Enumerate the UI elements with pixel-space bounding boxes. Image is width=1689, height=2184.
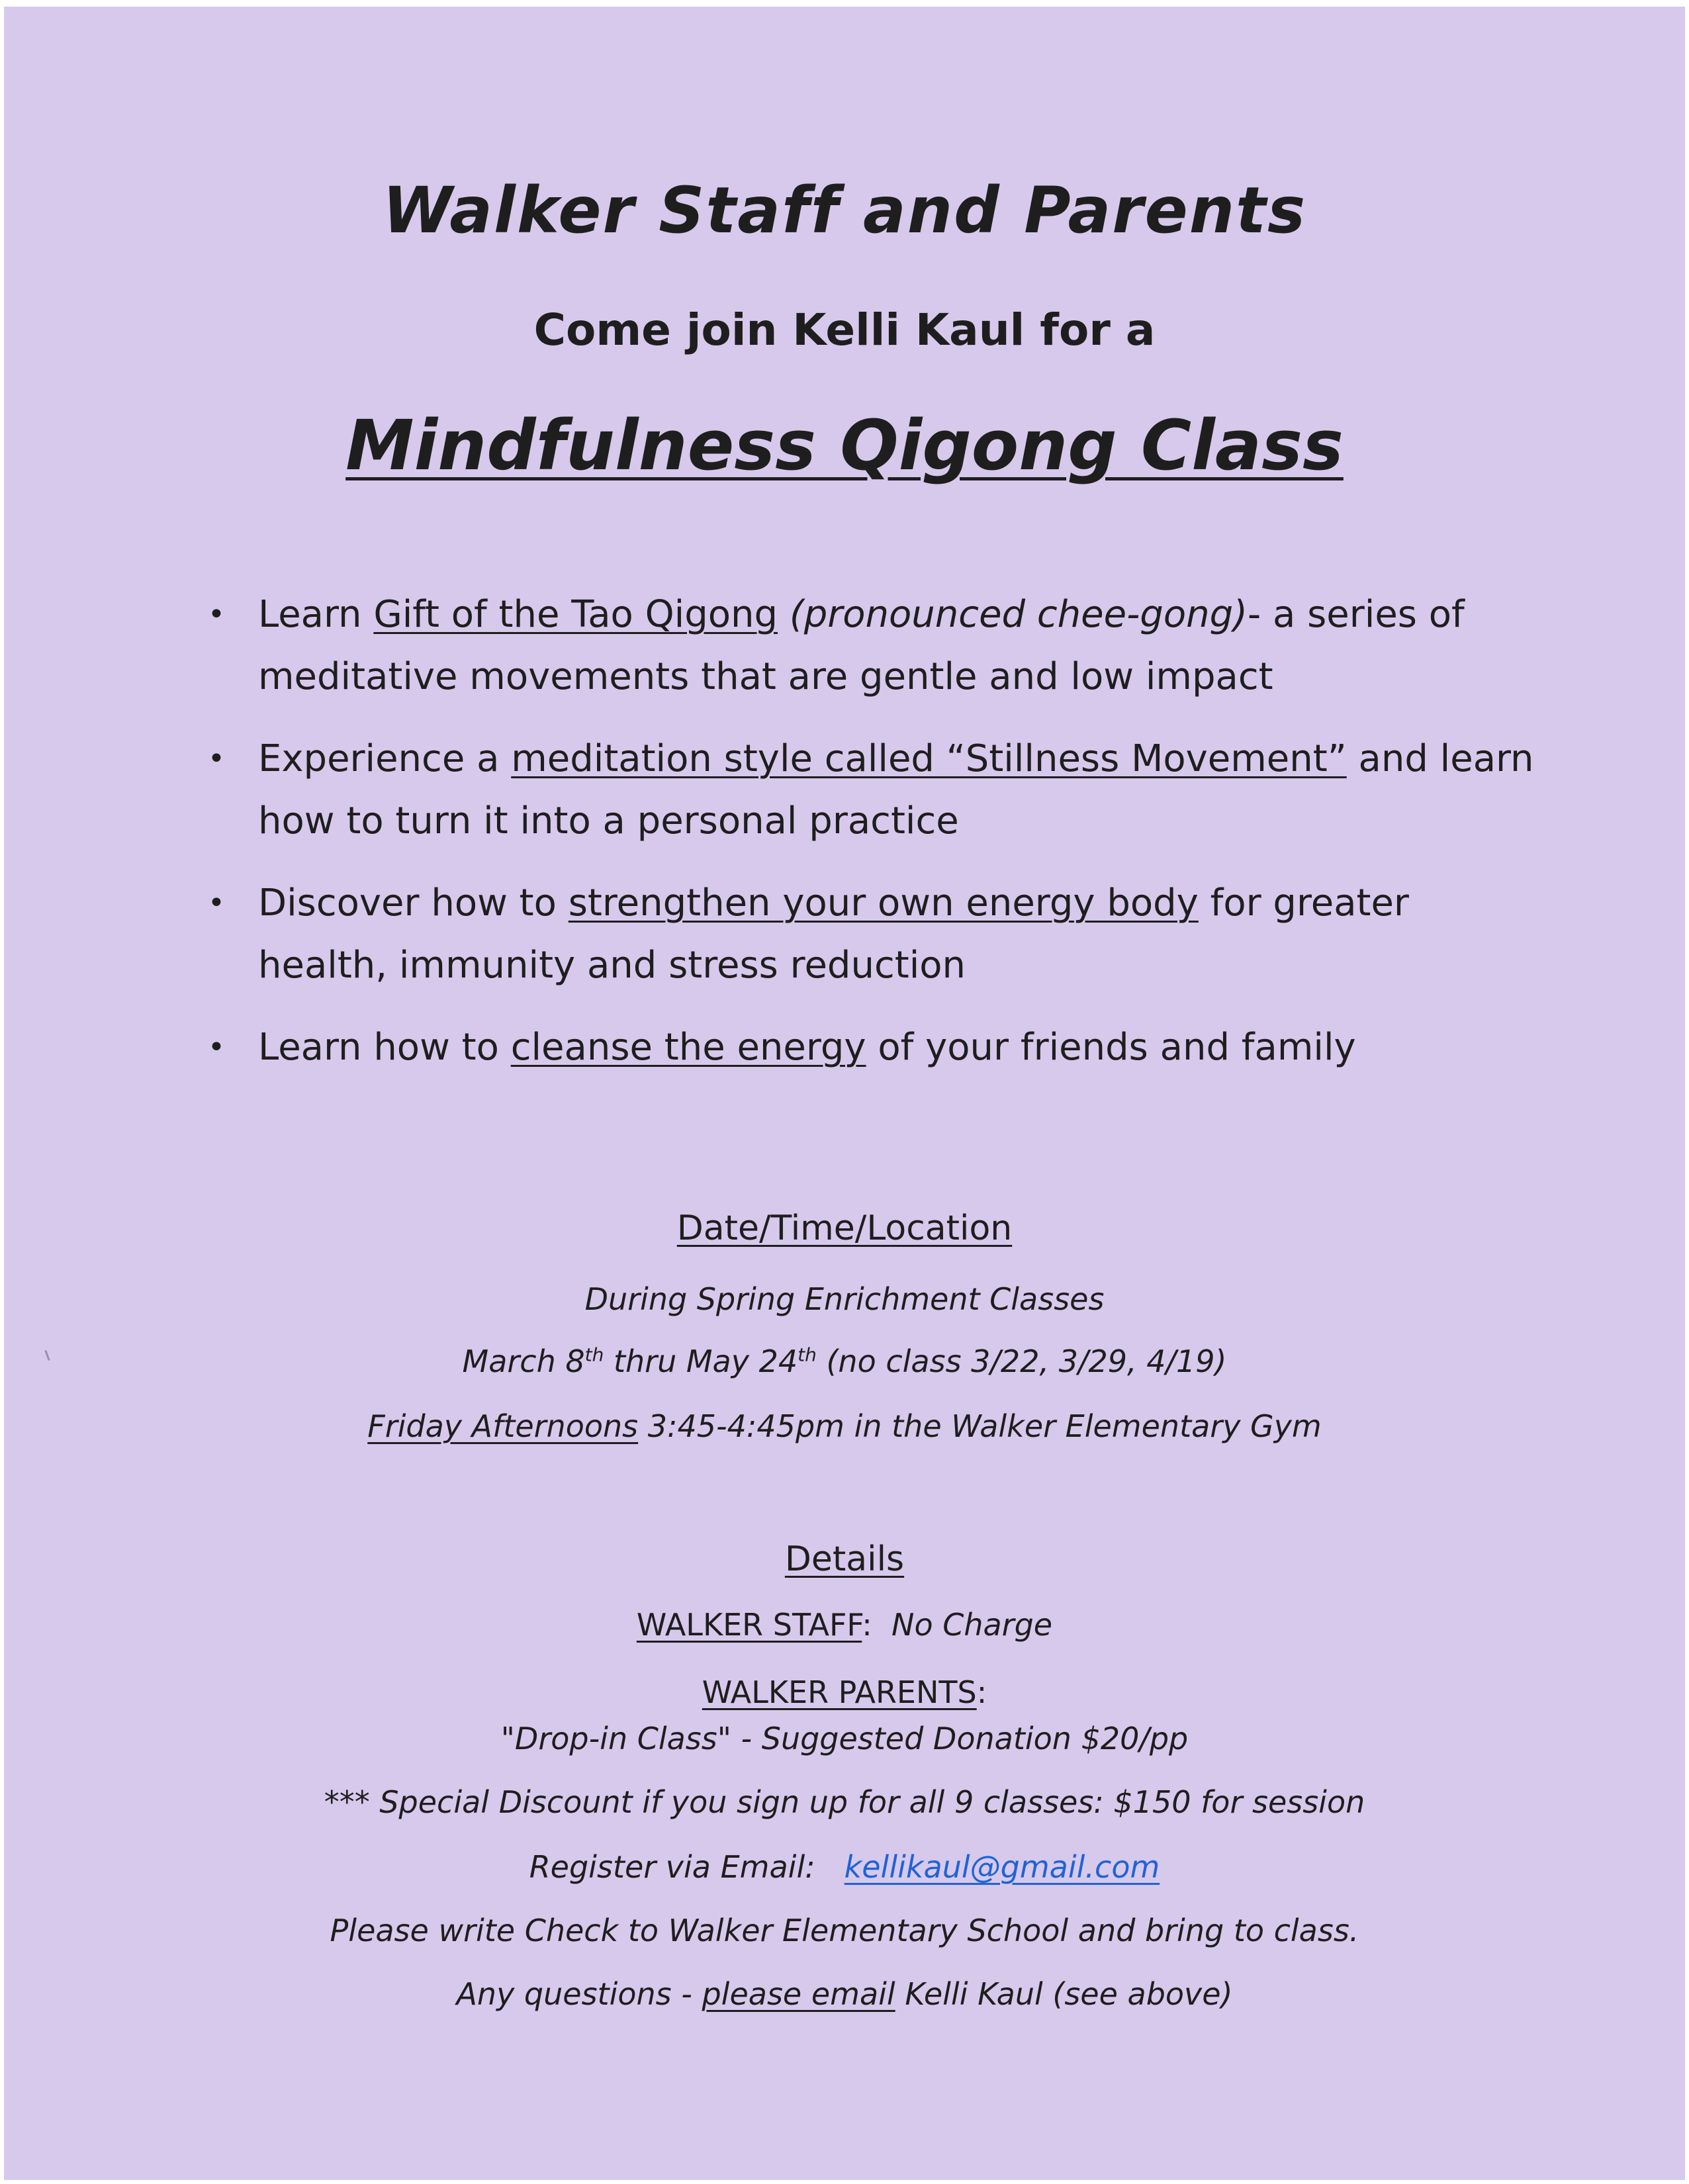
label-colon: : [862,1607,872,1643]
bullet-underlined-text: cleanse the energy [510,1026,866,1069]
bullet-underlined-text: strengthen your own energy body [568,882,1199,925]
list-item [208,1017,1535,1079]
bullet-text: Learn how to [258,1026,511,1069]
bullet-text: Experience a [258,737,512,780]
check-note: Please write Check to Walker Elementary School and bring to class. [330,1913,1359,1948]
list-item [208,584,1535,708]
parents-pricing-label [0,1674,1689,1710]
bullet-icon: • [208,1030,225,1064]
staff-price: No Charge [891,1607,1053,1643]
register-email-link[interactable]: kellikaul@gmail.com [844,1849,1160,1885]
spacer-text [778,593,790,636]
dropin-price: "Drop-in Class" - Suggested Donation $20/pp [500,1721,1189,1756]
class-day: Friday Afternoons [367,1408,639,1444]
questions-line [0,1976,1689,2012]
ordinal-suffix: th [798,1343,817,1366]
questions-text: Any questions - [456,1976,702,2012]
schedule-session: During Spring Enrichment Classes [584,1281,1105,1317]
pronunciation-note: (pronounced chee-gong) [789,593,1248,636]
bullet-text: and learn how to turn it into a personal practice [258,737,1534,842]
bullet-text: - a series of meditative movements that are gentle and low impact [258,593,1465,698]
questions-underlined: please email [702,1976,895,2012]
end-date: thru May 24 [604,1343,798,1379]
schedule-dates [0,1343,1689,1379]
session-discount: *** Special Discount if you sign up for all 9 classes: $150 for session [324,1784,1365,1820]
bullet-icon: • [208,886,225,920]
bullet-text: of your friends and family [866,1026,1356,1069]
staff-pricing [0,1607,1689,1643]
staff-label: WALKER STAFF [636,1607,862,1643]
list-item [208,728,1535,852]
questions-text: Kelli Kaul (see above) [895,1976,1233,2012]
flyer-subtitle: Come join Kelli Kaul for a [533,304,1156,355]
label-colon: : [976,1674,987,1710]
bullet-icon: • [208,742,225,776]
bullet-text: Learn [258,593,374,636]
bullet-underlined-text: Gift of the Tao Qigong [373,593,778,636]
start-date: March 8 [462,1343,585,1379]
bullet-text: Discover how to [258,882,569,925]
time-location: 3:45-4:45pm in the Walker Elementary Gym [638,1408,1322,1444]
parents-label: WALKER PARENTS [702,1674,977,1710]
class-headline: Mindfulness Qigong Class [345,405,1344,486]
list-item [208,872,1535,997]
registration-line [0,1849,1689,1885]
benefits-list [208,584,1535,1099]
schedule-heading: Date/Time/Location [676,1208,1013,1248]
details-heading: Details [784,1539,905,1579]
no-class-dates: (no class 3/22, 3/29, 4/19) [816,1343,1227,1379]
register-label: Register via Email: [529,1849,815,1885]
ordinal-suffix: th [584,1343,604,1366]
flyer-title: Walker Staff and Parents [382,173,1307,248]
schedule-time-location [0,1408,1689,1444]
bullet-text: for greater health, immunity and stress reduction [258,882,1409,987]
bullet-underlined-text: meditation style called “Stillness Movement” [511,737,1347,780]
bullet-icon: • [208,598,225,631]
